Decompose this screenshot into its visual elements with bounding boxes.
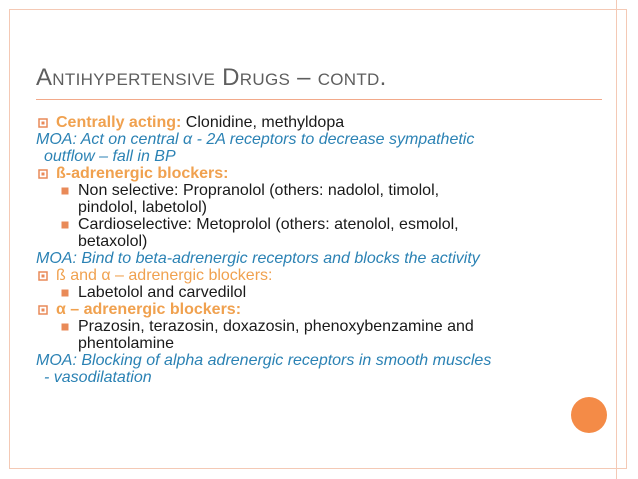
- bullet-label: ß-adrenergic blockers:: [56, 165, 229, 182]
- filled-square-bullet-icon: [60, 220, 70, 230]
- sub-bullet-labetolol: [36, 284, 596, 301]
- moa-beta: [36, 250, 596, 267]
- filled-square-bullet-icon: [60, 186, 70, 196]
- bullet-label: ß and α – adrenergic blockers:: [56, 267, 273, 284]
- moa-central: [36, 131, 596, 165]
- sub-bullet-line: Labetolol and carvedilol: [78, 284, 247, 301]
- square-bullet-icon: [38, 305, 48, 315]
- sub-bullet-line: Non selective: Propranolol (others: nadolol, timolol,: [78, 182, 440, 199]
- bullet-beta-alpha-blockers: [36, 267, 596, 284]
- square-bullet-icon: [38, 169, 48, 179]
- slide-title: [36, 64, 596, 92]
- title-text: Antihypertensive Drugs – contd.: [36, 64, 387, 91]
- sub-bullet-cardioselective: [36, 216, 596, 250]
- moa-line-cont: - vasodilatation: [44, 369, 152, 386]
- bullet-label: α – adrenergic blockers:: [56, 301, 242, 318]
- sub-bullet-prazosin: [36, 318, 596, 352]
- moa-line-cont: outflow – fall in BP: [44, 148, 176, 165]
- sub-bullet-line: Prazosin, terazosin, doxazosin, phenoxybenzamine and: [78, 318, 474, 335]
- title-underline: [36, 99, 602, 100]
- filled-square-bullet-icon: [60, 288, 70, 298]
- moa-alpha: [36, 352, 596, 386]
- bullet-beta-blockers: [36, 165, 596, 182]
- slide-content: [36, 114, 596, 386]
- right-decor-line: [616, 0, 617, 479]
- filled-square-bullet-icon: [60, 322, 70, 332]
- moa-line: MOA: Blocking of alpha adrenergic receptors in smooth muscles: [36, 352, 492, 369]
- sub-bullet-line-cont: phentolamine: [78, 335, 175, 352]
- bullet-text: Clonidine, methyldopa: [181, 114, 345, 131]
- square-bullet-icon: [38, 271, 48, 281]
- sub-bullet-line: Cardioselective: Metoprolol (others: atenolol, esmolol,: [78, 216, 459, 233]
- bullet-label: Centrally acting:: [56, 114, 182, 131]
- bullet-centrally-acting: [36, 114, 596, 131]
- moa-line: MOA: Act on central α - 2A receptors to decrease sympathetic: [36, 131, 475, 148]
- sub-bullet-line-cont: betaxolol): [78, 233, 148, 250]
- decorative-orange-circle: [571, 397, 607, 433]
- bullet-alpha-blockers: [36, 301, 596, 318]
- moa-line: MOA: Bind to beta-adrenergic receptors and blocks the activity: [36, 250, 480, 267]
- sub-bullet-nonselective: [36, 182, 596, 216]
- sub-bullet-line-cont: pindolol, labetolol): [78, 199, 207, 216]
- square-bullet-icon: [38, 118, 48, 128]
